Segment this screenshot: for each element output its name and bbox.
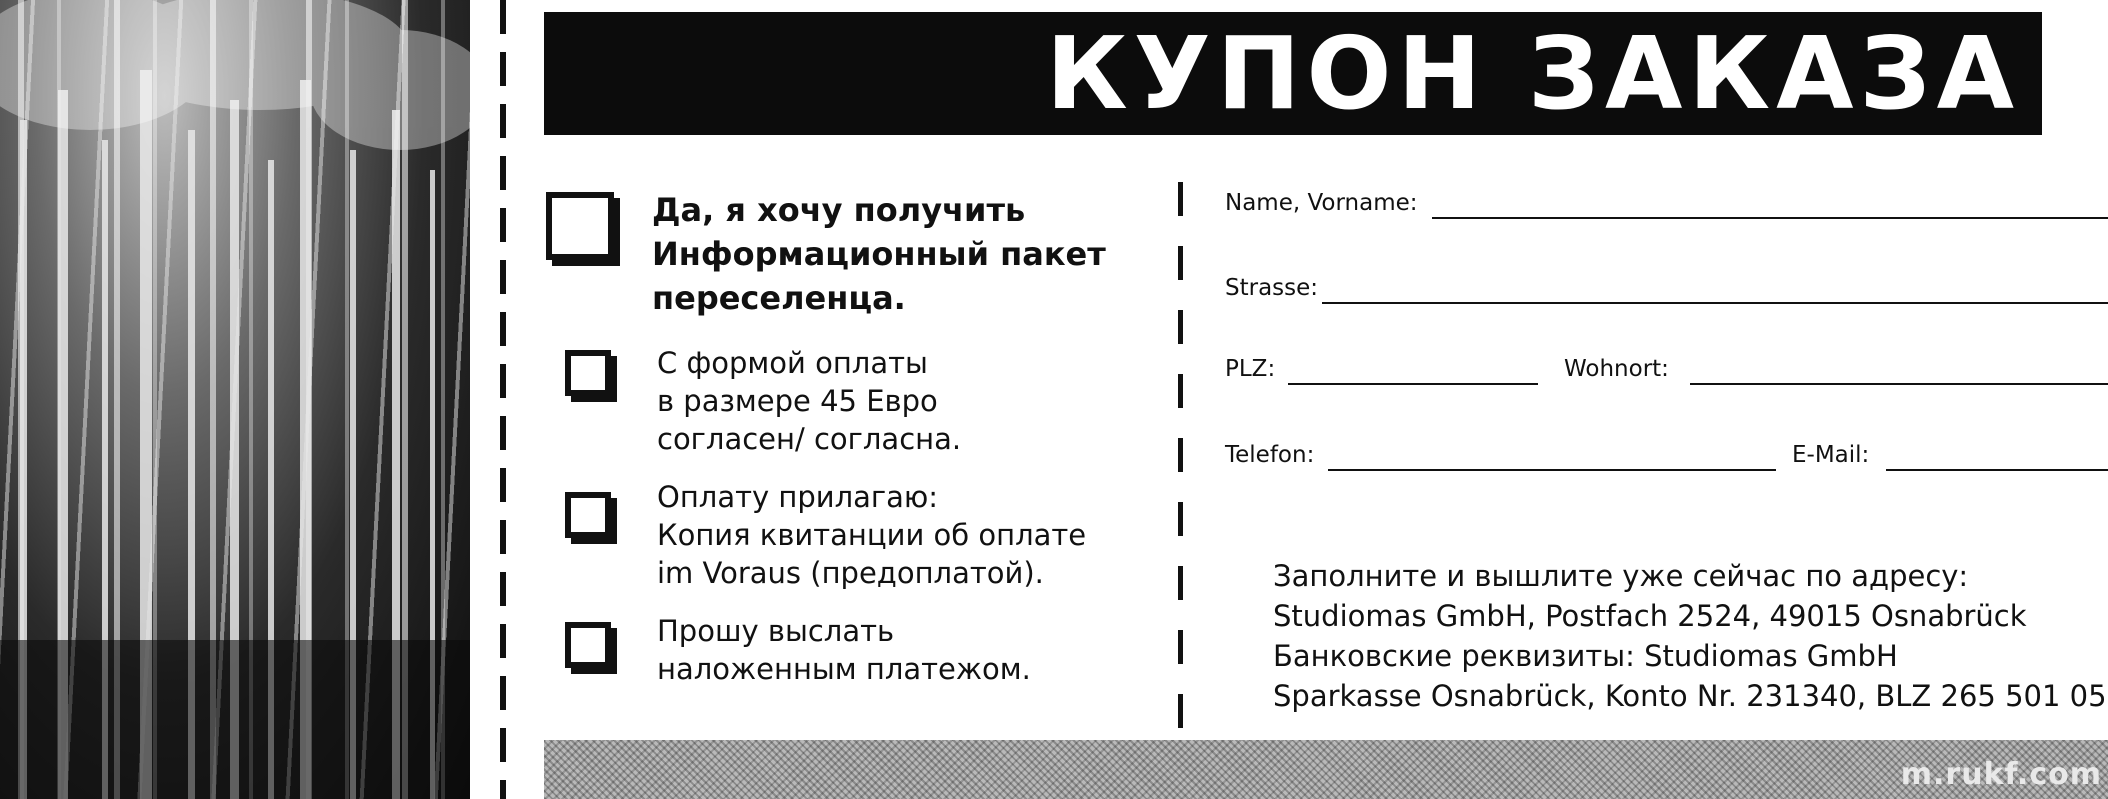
email-label: E-Mail: — [1792, 442, 1870, 468]
birch-trees-photo — [0, 0, 470, 799]
street-label: Strasse: — [1225, 275, 1319, 301]
column-divider — [1178, 182, 1183, 730]
city-label: Wohnort: — [1564, 356, 1669, 382]
address-line: Sparkasse Osnabrück, Konto Nr. 231340, BLZ 265 501 05 — [1273, 679, 2107, 713]
name-input-line[interactable] — [1432, 217, 2108, 219]
option-line: Да, я хочу получить — [652, 191, 1026, 229]
info-pack-checkbox[interactable] — [546, 192, 614, 260]
city-input-line[interactable] — [1690, 383, 2108, 385]
option-line: Прошу выслать — [657, 614, 895, 648]
plz-label: PLZ: — [1225, 356, 1276, 382]
option-line: в размере 45 Евро — [657, 384, 938, 418]
option-line: переселенца. — [652, 279, 906, 317]
plz-input-line[interactable] — [1288, 383, 1538, 385]
name-label: Name, Vorname: — [1225, 190, 1418, 216]
option-line: Информационный пакет — [652, 235, 1106, 273]
option-line: согласен/ согласна. — [657, 422, 962, 456]
cash-on-delivery-option-text — [657, 612, 1031, 688]
option-line: С формой оплаты — [657, 346, 928, 380]
phone-input-line[interactable] — [1328, 469, 1776, 471]
payment-consent-checkbox[interactable] — [565, 350, 611, 396]
bottom-texture-strip — [544, 740, 2108, 799]
option-line: Копия квитанции об оплате — [657, 518, 1087, 552]
mailing-address-block — [1273, 556, 2107, 716]
prepayment-checkbox[interactable] — [565, 492, 611, 538]
cash-on-delivery-checkbox[interactable] — [565, 622, 611, 668]
watermark: m.rukf.com — [1900, 757, 2102, 792]
address-line: Заполните и вышлите уже сейчас по адресу: — [1273, 559, 1969, 593]
info-pack-option-text — [652, 188, 1106, 320]
title-banner — [544, 12, 2042, 135]
phone-label: Telefon: — [1225, 442, 1315, 468]
street-input-line[interactable] — [1322, 302, 2108, 304]
option-line: Оплату прилагаю: — [657, 480, 939, 514]
option-line: наложенным платежом. — [657, 652, 1031, 686]
prepayment-option-text — [657, 478, 1086, 592]
address-line: Studiomas GmbH, Postfach 2524, 49015 Osnabrück — [1273, 599, 2027, 633]
coupon-title: КУПОН ЗАКАЗА — [1045, 15, 2020, 132]
birch-trunks-graphic — [0, 0, 470, 799]
address-line: Банковские реквизиты: Studiomas GmbH — [1273, 639, 1898, 673]
option-line: im Voraus (предоплатой). — [657, 556, 1044, 590]
cut-line — [500, 0, 506, 799]
payment-consent-option-text — [657, 344, 961, 458]
email-input-line[interactable] — [1886, 469, 2108, 471]
